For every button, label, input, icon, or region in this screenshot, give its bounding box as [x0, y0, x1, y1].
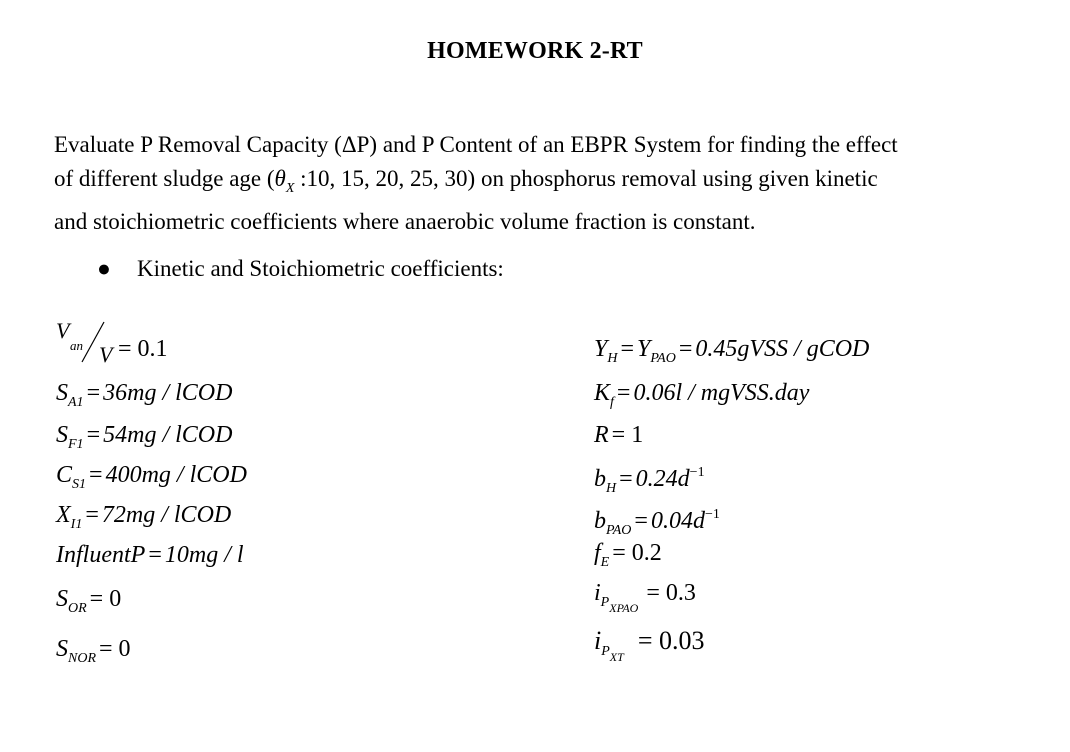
sa1-value: 36mg / lCOD	[103, 380, 233, 406]
eq-sor	[56, 584, 124, 624]
kf-value: 0.06l / mgVSS.day	[633, 380, 810, 406]
xi1-value: 72mg / lCOD	[101, 502, 232, 528]
infp-symbol: InfluentP	[56, 542, 146, 568]
infp-value: 10mg / l	[164, 542, 244, 568]
problem-statement	[54, 128, 1034, 239]
bpao-sub: PAO	[606, 523, 632, 538]
statement-line-3: and stoichiometric coefficients where anaerobic volume fraction is constant.	[54, 209, 756, 234]
yh-sub: H	[607, 351, 618, 366]
ypao-symbol: Y	[637, 336, 651, 362]
snor-sub: NOR	[68, 651, 96, 666]
xi1-eq: =	[85, 502, 99, 528]
bullet-text: Kinetic and Stoichiometric coefficients:	[137, 256, 504, 281]
bh-sup: −1	[689, 465, 705, 480]
eq-ipxt	[594, 626, 707, 672]
ipxpao-subsub: XPAO	[609, 601, 639, 615]
statement-line-2-end: :10, 15, 20, 25, 30) on phosphorus removal using given kinetic	[294, 165, 878, 191]
eq-influent-p	[56, 540, 244, 570]
bullet-item	[97, 256, 504, 282]
bh-sub: H	[606, 481, 617, 496]
ipxpao-sub: P	[600, 595, 610, 610]
sor-value: = 0	[89, 586, 122, 612]
fe-sub: E	[600, 555, 610, 570]
snor-value: = 0	[99, 636, 131, 662]
sa1-symbol: S	[56, 380, 68, 406]
eq-xi1	[56, 500, 231, 540]
snor-symbol: S	[56, 636, 68, 662]
ipxt-symbol: i	[594, 626, 602, 655]
xi1-symbol: X	[56, 502, 71, 528]
sf1-value: 54mg / lCOD	[103, 422, 233, 448]
sf1-sub: F1	[68, 437, 84, 452]
xi1-sub: I1	[70, 517, 83, 532]
ypao-eq: =	[678, 336, 693, 362]
eq-volume-fraction	[56, 318, 126, 368]
eq-fe	[594, 538, 665, 578]
kf-sub: f	[610, 395, 614, 410]
eq-ipxpao	[594, 578, 699, 623]
theta-subscript: X	[285, 180, 295, 196]
bpao-value: 0.04d	[650, 508, 705, 534]
bpao-eq: =	[634, 508, 648, 534]
frac-numerator: V	[56, 318, 70, 343]
cs1-symbol: C	[56, 462, 73, 488]
ipxt-subsub: XT	[609, 650, 624, 664]
eq-r	[594, 420, 646, 450]
r-value: = 1	[611, 422, 644, 448]
sa1-eq: =	[86, 380, 101, 406]
page-title: HOMEWORK 2-RT	[427, 38, 643, 64]
kf-eq: =	[616, 380, 631, 406]
sf1-eq: =	[86, 422, 101, 448]
bh-value: 0.24d	[635, 466, 690, 492]
yh-eq: =	[620, 336, 635, 362]
ipxpao-value: = 0.3	[646, 580, 696, 606]
sf1-symbol: S	[56, 422, 68, 448]
bh-symbol: b	[594, 466, 606, 492]
sor-sub: OR	[68, 601, 87, 616]
statement-line-2-start: of different sludge age (	[54, 165, 275, 191]
cs1-sub: S1	[72, 477, 87, 492]
infp-eq: =	[148, 542, 162, 568]
eq-yield	[594, 334, 869, 374]
frac-numerator-sub: an	[70, 338, 83, 353]
ypao-sub: PAO	[650, 351, 676, 366]
bpao-symbol: b	[594, 508, 606, 534]
fe-symbol: f	[594, 540, 601, 566]
r-symbol: R	[594, 422, 609, 448]
sor-symbol: S	[56, 586, 68, 612]
frac-denominator: V	[99, 342, 113, 367]
kf-symbol: K	[594, 380, 611, 406]
sa1-sub: A1	[68, 395, 84, 410]
bh-eq: =	[619, 466, 633, 492]
ipxpao-symbol: i	[594, 580, 601, 606]
statement-line-1: Evaluate P Removal Capacity (ΔP) and P Content of an EBPR System for finding the effect	[54, 132, 898, 157]
eq-bh	[594, 458, 705, 504]
eq-cs1	[56, 460, 247, 500]
ipxt-value: = 0.03	[637, 626, 705, 655]
cs1-eq: =	[89, 462, 103, 488]
bullet-icon: ●	[97, 256, 111, 281]
eq-sf1	[56, 420, 232, 460]
eq-sa1	[56, 378, 232, 418]
yield-value: 0.45gVSS / gCOD	[695, 336, 870, 362]
eq-kf	[594, 378, 809, 418]
eq-snor	[56, 634, 134, 674]
statement-line-2	[54, 162, 1034, 206]
cs1-value: 400mg / lCOD	[105, 462, 247, 488]
ipxt-sub: P	[601, 644, 610, 659]
bpao-sup: −1	[704, 507, 720, 522]
eq-volume-fraction-value: = 0.1	[118, 336, 168, 362]
fe-value: = 0.2	[612, 540, 662, 566]
yh-symbol: Y	[594, 336, 608, 362]
theta-symbol: θ	[274, 165, 286, 191]
